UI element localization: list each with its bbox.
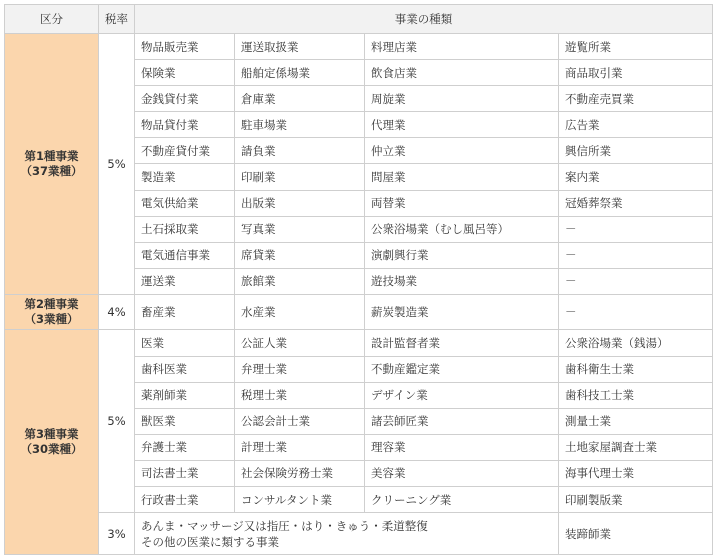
category-name: 第2種事業 — [24, 297, 79, 312]
type-cell: 弁護士業 — [135, 434, 235, 460]
category-name: 第1種事業 — [24, 148, 79, 163]
table-row — [5, 330, 713, 356]
type-cell: 司法書士業 — [135, 460, 235, 486]
type-cell: 歯科医業 — [135, 356, 235, 382]
type-cell: 飲食店業 — [365, 60, 559, 86]
rate-cell: 5% — [99, 330, 135, 513]
type-cell-wide — [135, 513, 559, 555]
type-cell: 海事代理士業 — [559, 460, 713, 486]
type-cell: 測量士業 — [559, 408, 713, 434]
type-cell: デザイン業 — [365, 382, 559, 408]
category-count: （3業種） — [24, 312, 79, 327]
type-cell: 薬剤師業 — [135, 382, 235, 408]
type-cell: 演劇興行業 — [365, 242, 559, 268]
type-cell: 出版業 — [235, 190, 365, 216]
type-cell: 広告業 — [559, 112, 713, 138]
type-cell: 倉庫業 — [235, 86, 365, 112]
type-cell: 不動産鑑定業 — [365, 356, 559, 382]
type-cell: 理容業 — [365, 434, 559, 460]
type-cell: － — [559, 268, 713, 294]
category-name: 第3種事業 — [24, 427, 79, 442]
type-cell: － — [559, 294, 713, 329]
business-tax-table — [4, 4, 713, 555]
type-cell: 冠婚葬祭業 — [559, 190, 713, 216]
type-cell: 行政書士業 — [135, 486, 235, 512]
type-cell: 不動産売買業 — [559, 86, 713, 112]
type-cell: 写真業 — [235, 216, 365, 242]
type-cell: 歯科衛生士業 — [559, 356, 713, 382]
type-cell: 金銭貸付業 — [135, 86, 235, 112]
rate-cell: 5% — [99, 34, 135, 295]
category-count: （37業種） — [20, 163, 83, 178]
type-cell: 駐車場業 — [235, 112, 365, 138]
table-row — [5, 513, 713, 555]
type-line: その他の医業に類する事業 — [141, 534, 279, 549]
type-cell: 社会保険労務士業 — [235, 460, 365, 486]
type-cell: 保険業 — [135, 60, 235, 86]
type-cell: 印刷製版業 — [559, 486, 713, 512]
type-cell: 歯科技工士業 — [559, 382, 713, 408]
header-types: 事業の種類 — [135, 5, 713, 34]
type-line: あんま・マッサージ又は指圧・はり・きゅう・柔道整復 — [141, 518, 428, 533]
type-cell: 船舶定係場業 — [235, 60, 365, 86]
header-category: 区分 — [5, 5, 99, 34]
type-cell: 周旋業 — [365, 86, 559, 112]
type-cell: 旅館業 — [235, 268, 365, 294]
type-cell: 電気供給業 — [135, 190, 235, 216]
type-cell: 運送取扱業 — [235, 34, 365, 60]
type-cell: 装蹄師業 — [559, 513, 713, 555]
type-cell: 水産業 — [235, 294, 365, 329]
type-cell: 設計監督者業 — [365, 330, 559, 356]
type-cell: 計理士業 — [235, 434, 365, 460]
type-cell: 畜産業 — [135, 294, 235, 329]
type-cell: 不動産貸付業 — [135, 138, 235, 164]
category-cell-third — [5, 330, 99, 555]
type-cell: 公衆浴場業（銭湯） — [559, 330, 713, 356]
type-cell: 電気通信事業 — [135, 242, 235, 268]
type-cell: 席貸業 — [235, 242, 365, 268]
type-cell: － — [559, 242, 713, 268]
type-cell: 両替業 — [365, 190, 559, 216]
type-cell: クリーニング業 — [365, 486, 559, 512]
type-cell: 問屋業 — [365, 164, 559, 190]
type-cell: 遊覧所業 — [559, 34, 713, 60]
type-cell: 公認会計士業 — [235, 408, 365, 434]
category-cell-second — [5, 294, 99, 329]
type-cell: コンサルタント業 — [235, 486, 365, 512]
type-cell: 運送業 — [135, 268, 235, 294]
category-cell-first — [5, 34, 99, 295]
type-cell: 商品取引業 — [559, 60, 713, 86]
category-count: （30業種） — [20, 442, 83, 457]
type-cell: 土石採取業 — [135, 216, 235, 242]
header-rate: 税率 — [99, 5, 135, 34]
type-cell: 弁理士業 — [235, 356, 365, 382]
type-cell: 物品販売業 — [135, 34, 235, 60]
type-cell: 興信所業 — [559, 138, 713, 164]
type-cell: 公衆浴場業（むし風呂等） — [365, 216, 559, 242]
type-cell: 諸芸師匠業 — [365, 408, 559, 434]
type-cell: 請負業 — [235, 138, 365, 164]
type-cell: 医業 — [135, 330, 235, 356]
table-row — [5, 294, 713, 329]
type-cell: 税理士業 — [235, 382, 365, 408]
type-cell: 物品貸付業 — [135, 112, 235, 138]
rate-cell: 3% — [99, 513, 135, 555]
type-cell: 印刷業 — [235, 164, 365, 190]
type-cell: 仲立業 — [365, 138, 559, 164]
header-row — [5, 5, 713, 34]
table-row — [5, 34, 713, 60]
type-cell: 遊技場業 — [365, 268, 559, 294]
type-cell: 公証人業 — [235, 330, 365, 356]
type-cell: 薪炭製造業 — [365, 294, 559, 329]
type-cell: 製造業 — [135, 164, 235, 190]
type-cell: － — [559, 216, 713, 242]
type-cell: 料理店業 — [365, 34, 559, 60]
rate-cell: 4% — [99, 294, 135, 329]
type-cell: 案内業 — [559, 164, 713, 190]
type-cell: 美容業 — [365, 460, 559, 486]
type-cell: 土地家屋調査士業 — [559, 434, 713, 460]
type-cell: 代理業 — [365, 112, 559, 138]
type-cell: 獣医業 — [135, 408, 235, 434]
